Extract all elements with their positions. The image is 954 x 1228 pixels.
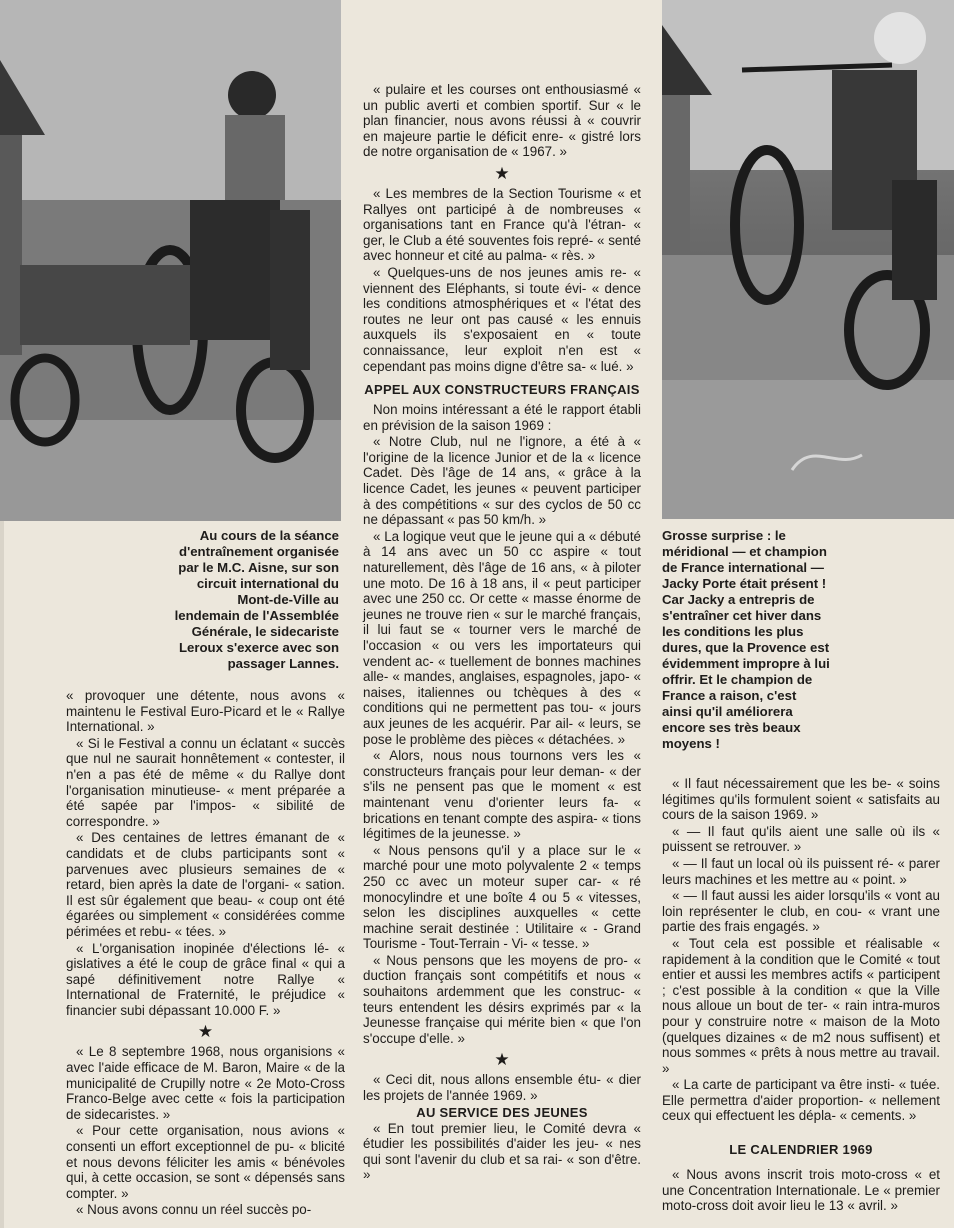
paragraph: « Nous avons inscrit trois moto-cross « et une Concentration Internationale. Le « premier moto-cross doit avoir lieu le 13 « avril. » [662,1167,940,1214]
paragraph: « Des centaines de lettres émanant de « candidats et de clubs participants sont « parvenues avec plusieurs semaines de « retard, bien après la date de l'organi- « sation. Il est sûr également que beau- « coup ont été égarées ou simplement « considérées comme périmées et rebu- « tées. » [66,830,345,939]
paragraph: « — Il faut aussi les aider lorsqu'ils « vont au loin représenter le club, en cou- « vrant une partie des frais engagés. » [662,888,940,935]
caption-left [172,528,339,672]
paragraph: « — Il faut un local où ils puissent ré- « parer leurs machines et les mettre au « point. » [662,855,940,887]
paragraph: « Tout cela est possible et réalisable « rapidement à la condition que le Comité « tout entier et aussi les membres actifs « participent ; c'est possible à la condition « que la Ville nous alloue un bout de ter- « rain intra-muros pour y construire notre « maison de la Moto (quelques dizaines « de m2 nous suffisent) et nous sommes « prêts à nous mettre au travail. » [662,935,940,1076]
motocross-jump-icon [662,0,954,519]
article-column-middle [363,82,641,1184]
motocross-photo [662,0,954,519]
star-separator-icon: ★ [494,163,510,183]
paragraph: « Nous pensons que les moyens de pro- « duction français sont compétitifs et nous « souhaitons ardemment que les construc- « teurs entendent les désirs exprimés par « la Jeunesse française qui mérite bien « que l'on s'occupe d'elle. » [363,952,641,1046]
caption-right-text: Grosse surprise : le méridional — et champion de France international — Jacky Porte était présent ! Car Jacky a entrepris de s'entraîner cet hiver dans les conditions les plus dures, que la Provence est évidemment impropre à lui offrir. Et le champion de France a raison, c'est ainsi qu'il améliorera encore ses très beaux moyens ! [662,528,830,751]
paragraph: « provoquer une détente, nous avons « maintenu le Festival Euro-Picard et le « Rallye International. » [66,688,345,735]
paragraph: « Les membres de la Section Tourisme « et Rallyes ont participé à de nombreuses « organisations tant en France qu'à l'étran- « ger, le Club a été souventes fois repré- « senté avec honneur et cité au palma- « rès. » [363,185,641,264]
paragraph: « Nous pensons qu'il y a place sur le « marché pour une moto polyvalente 2 « temps 250 cc avec un moteur super car- « ré monocylindre et une boîte 4 ou 5 « vitesses, selon les disciplines auxquelles « cette machine serait destinée : Utilitaire « - Grand Tourisme - Tout-Terrain - Vi- « tesse. » [363,842,641,952]
caption-left-text: Au cours de la séance d'entraînement organisée par le M.C. Aisne, sur son circuit international du Mont-de-Ville au lendemain de l'Assemblée Générale, le sidecariste Leroux s'exerce avec son passager Lannes. [174,528,339,671]
paragraph: « Si le Festival a connu un éclatant « succès que nul ne saurait honnêtement « contester, il n'en a pas été de même « du Rallye dont l'organisation minutieuse- « ment préparée a été sapée par l'impos- « sibilité de correspondre. » [66,735,345,829]
star-separator-icon: ★ [494,1050,510,1070]
paragraph: « pulaire et les courses ont enthousiasmé « un public averti et combien sportif. Sur « le plan financier, nous avons réussi à « couvrir en majeure partie le déficit enre- « gistré lors de notre organisation de « 1967. » [363,82,641,160]
section-heading: LE CALENDRIER 1969 [729,1142,873,1158]
paragraph: « Ceci dit, nous allons ensemble étu- « dier les projets de l'année 1969. » [363,1072,641,1104]
article-column-left [66,688,345,1219]
section-heading: AU SERVICE DES JEUNES [416,1104,588,1120]
paragraph: « Il faut nécessairement que les be- « soins légitimes qu'ils formulent soient « satisfaits au cours de la saison 1969. » [662,776,940,823]
paragraph: « Nous avons connu un réel succès po- [76,1202,312,1218]
paragraph: « Alors, nous nous tournons vers les « constructeurs français pour leur deman- « der s'ils ne pensent pas que le moment « est maintenant venu d'orienter leurs fa- « brications en tenant compte des aspira- « tions légitimes de la jeunesse. » [363,748,641,842]
paragraph: « L'organisation inopinée d'élections lé- « gislatives a été le coup de grâce final « qui a sapé définitivement notre Rallye « International de Fraternité, le préjudice « financier subi dépassant 10.000 F. » [66,940,345,1018]
sidecar-motocross-icon [0,0,341,521]
paragraph: « En tout premier lieu, le Comité devra « étudier les possibilités d'aider les jeu- « nes qui sont l'avenir du club et sa rai- « son d'être. » [363,1120,641,1183]
article-column-right [662,776,940,1215]
paragraph: « La carte de participant va être insti- « tuée. Elle permettra d'aider proportion- « nellement ceux qui effectuent les dépla- « cements. » [662,1077,940,1124]
paragraph: « Le 8 septembre 1968, nous organisions « avec l'aide efficace de M. Baron, Maire « de la municipalité de Crupilly notre « 2e Moto-Cross Franco-Belge avec cette « fois la participation de sidecaristes. » [66,1044,345,1122]
paragraph: « La logique veut que le jeune qui a « débuté à 14 ans avec un 50 cc aspire « tout naturellement, dès l'âge de 16 ans, « à piloter une moto. De 16 à 18 ans, il « peut participer avec une 250 cc. Or cette « masse énorme de jeunes ne trouve rien « sur le marché français, il lui faut se « tourner vers le marché de l'occasion « ou vers les importateurs qui vendent ac- « tuellement de bonnes machines alle- « mandes, anglaises, espagnoles, japo- « naises, italiennes ou tchèques à des « conditions qui ne permettent pas tou- « jours aux jeunes de les acquérir. Par ail- « leurs, se pose le problème des pièces « détachées. » [363,528,641,747]
caption-right [662,528,830,752]
paragraph: « Pour cette organisation, nous avions « consenti un effort exceptionnel de pu- « blicité et nous devons féliciter les amis « bénévoles qui, à cette occasion, se sont « dépensés sans compter. » [66,1123,345,1201]
paragraph: « Quelques-uns de nos jeunes amis re- « viennent des Eléphants, si toute évi- « dence les conditions atmosphériques et « l'état des routes ne leur ont pas causé « les ennuis auxquels ils s'exposaient en « toute connaissance, leur exploit n'en est « cependant pas moins digne d'être sa- « lué. » [363,264,641,374]
paragraph: « Notre Club, nul ne l'ignore, a été à « l'origine de la licence Junior et de la « licence Cadet. Dès l'âge de 14 ans, « grâce à la licence Cadet, les jeunes « peuvent participer à des compétitions « sur des cyclos de 50 cc ne dépassant « pas 50 km/h. » [363,434,641,528]
star-separator-icon: ★ [197,1022,214,1042]
sidecar-photo [0,0,341,521]
paragraph: Non moins intéressant a été le rapport établi en prévision de la saison 1969 : [363,402,641,433]
section-heading: APPEL AUX CONSTRUCTEURS FRANÇAIS [364,382,640,398]
paragraph: « — Il faut qu'ils aient une salle où ils « puissent se retrouver. » [662,823,940,855]
